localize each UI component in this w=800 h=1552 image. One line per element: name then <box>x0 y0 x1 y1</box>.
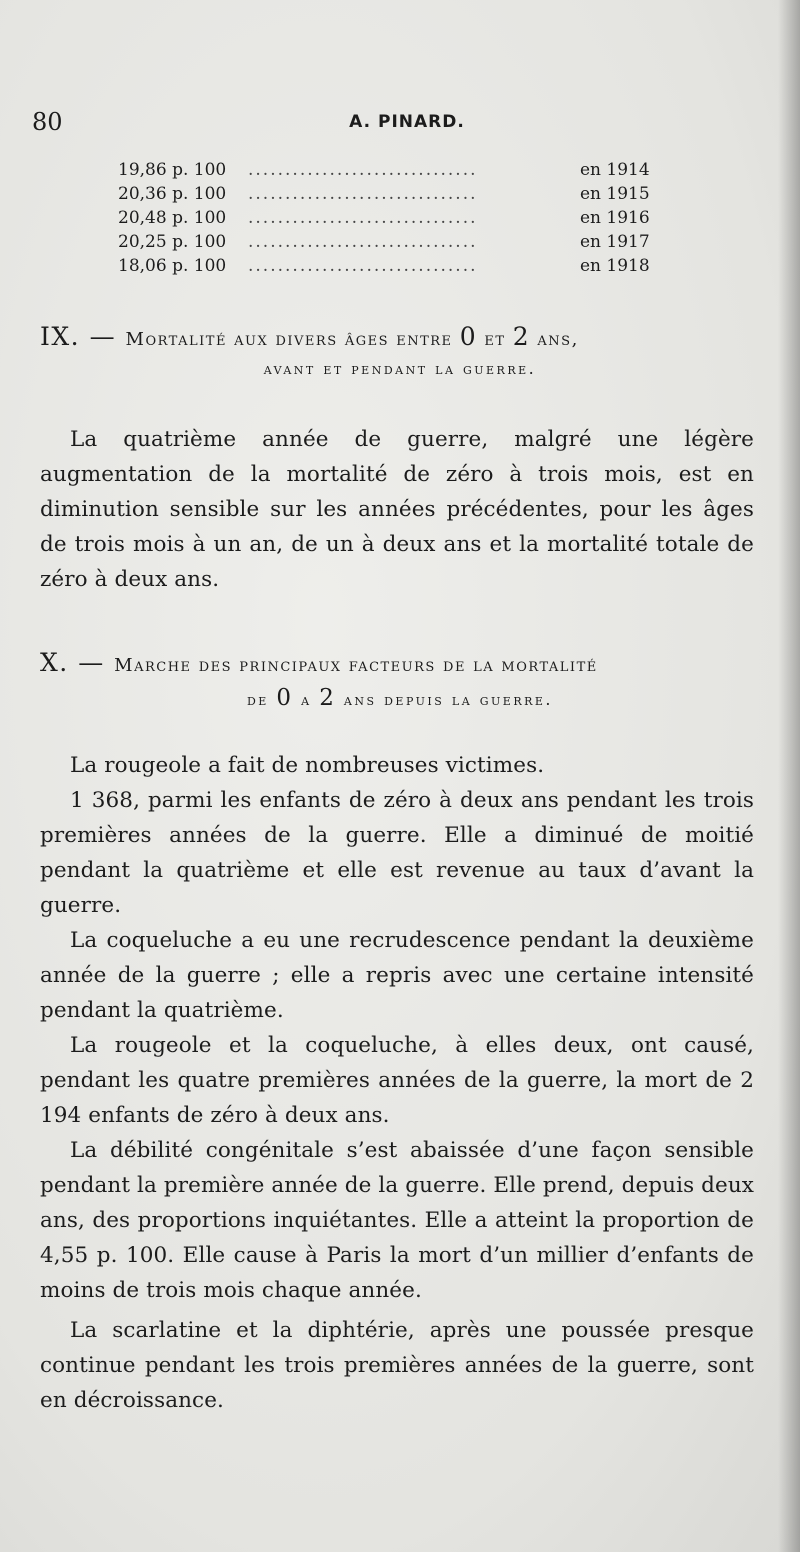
leader-dots: ............................... <box>248 208 478 228</box>
section-title-number: 0 <box>276 685 294 711</box>
page-edge-shadow <box>778 0 800 1552</box>
section-title-number: 2 <box>319 685 337 711</box>
rate-year: en 1914 <box>580 160 650 180</box>
leader-dots: ............................... <box>248 160 478 180</box>
paragraph: La rougeole a fait de nombreuses victimes. <box>70 753 545 778</box>
section-numeral: X. — <box>40 648 115 677</box>
section-title-text: ans depuis la guerre. <box>336 690 554 709</box>
leader-dots: ............................... <box>248 184 478 204</box>
section-title-text: ans, <box>530 329 579 350</box>
section-heading-ix-line2: avant et pendant la guerre. <box>263 359 537 378</box>
rate-value: 19,86 p. 100 <box>118 160 227 180</box>
rate-row <box>118 160 668 184</box>
rate-value: 20,48 p. 100 <box>118 208 227 228</box>
section-title-text: a <box>293 690 320 709</box>
section-heading-x <box>40 648 760 711</box>
section-title-text: de <box>246 690 277 709</box>
rate-row <box>118 208 668 232</box>
rates-list <box>118 160 668 280</box>
rate-row <box>118 184 668 208</box>
rate-row <box>118 256 668 280</box>
paragraph: La débilité congénitale s’est abaissée d’une façon sensible pendant la première année de la guerre. Elle prend, depuis deux ans, des proportions inquiétantes. Elle a atteint la proportion de 4,55 p. 100. Elle cause à Paris la mort d’un millier d’enfants de moins de trois mois chaque année. <box>40 1138 754 1303</box>
paragraph: La coqueluche a eu une recrudescence pendant la deuxième année de la guerre ; elle a repris avec une certaine intensité pendant la quatrième. <box>40 928 754 1023</box>
section-title-text: Marche des principaux facteurs de la mortalité <box>114 655 598 676</box>
section-title-text: et <box>477 329 513 350</box>
section-title-number: 0 <box>459 322 478 351</box>
section-heading-x-line2 <box>40 685 760 711</box>
running-head <box>32 108 762 144</box>
rate-row <box>118 232 668 256</box>
leader-dots: ............................... <box>248 232 478 252</box>
leader-dots: ............................... <box>248 256 478 276</box>
section-title-number: 2 <box>512 322 531 351</box>
rate-value: 20,36 p. 100 <box>118 184 227 204</box>
paragraph: La scarlatine et la diphtérie, après une poussée presque continue pendant les trois premières années de la guerre, sont en décroissance. <box>40 1318 754 1413</box>
section-numeral: IX. — <box>40 322 126 351</box>
paragraph-ix: La quatrième année de guerre, malgré une légère augmentation de la mortalité de zéro à trois mois, est en diminution sensible sur les années précédentes, pour les âges de trois mois à un an, de un à deux ans et la mortalité totale de zéro à deux ans. <box>40 427 754 592</box>
rate-value: 18,06 p. 100 <box>118 256 227 276</box>
section-title-text: Mortalité aux divers âges entre <box>125 329 460 350</box>
rate-year: en 1915 <box>580 184 650 204</box>
section-heading-ix-line1 <box>40 322 760 351</box>
rate-year: en 1916 <box>580 208 650 228</box>
paragraph: La rougeole et la coqueluche, à elles deux, ont causé, pendant les quatre premières années de la guerre, la mort de 2 194 enfants de zéro à deux ans. <box>40 1033 754 1128</box>
rate-value: 20,25 p. 100 <box>118 232 227 252</box>
running-head-author: A. PINARD. <box>349 112 465 132</box>
rate-year: en 1918 <box>580 256 650 276</box>
paragraph: 1 368, parmi les enfants de zéro à deux ans pendant les trois premières années de la guerre. Elle a diminué de moitié pendant la quatrième et elle est revenue au taux d’avant la guerre. <box>40 788 754 918</box>
page-number: 80 <box>32 108 63 136</box>
section-heading-ix <box>40 322 760 378</box>
rate-year: en 1917 <box>580 232 650 252</box>
section-heading-x-line1 <box>40 648 760 677</box>
